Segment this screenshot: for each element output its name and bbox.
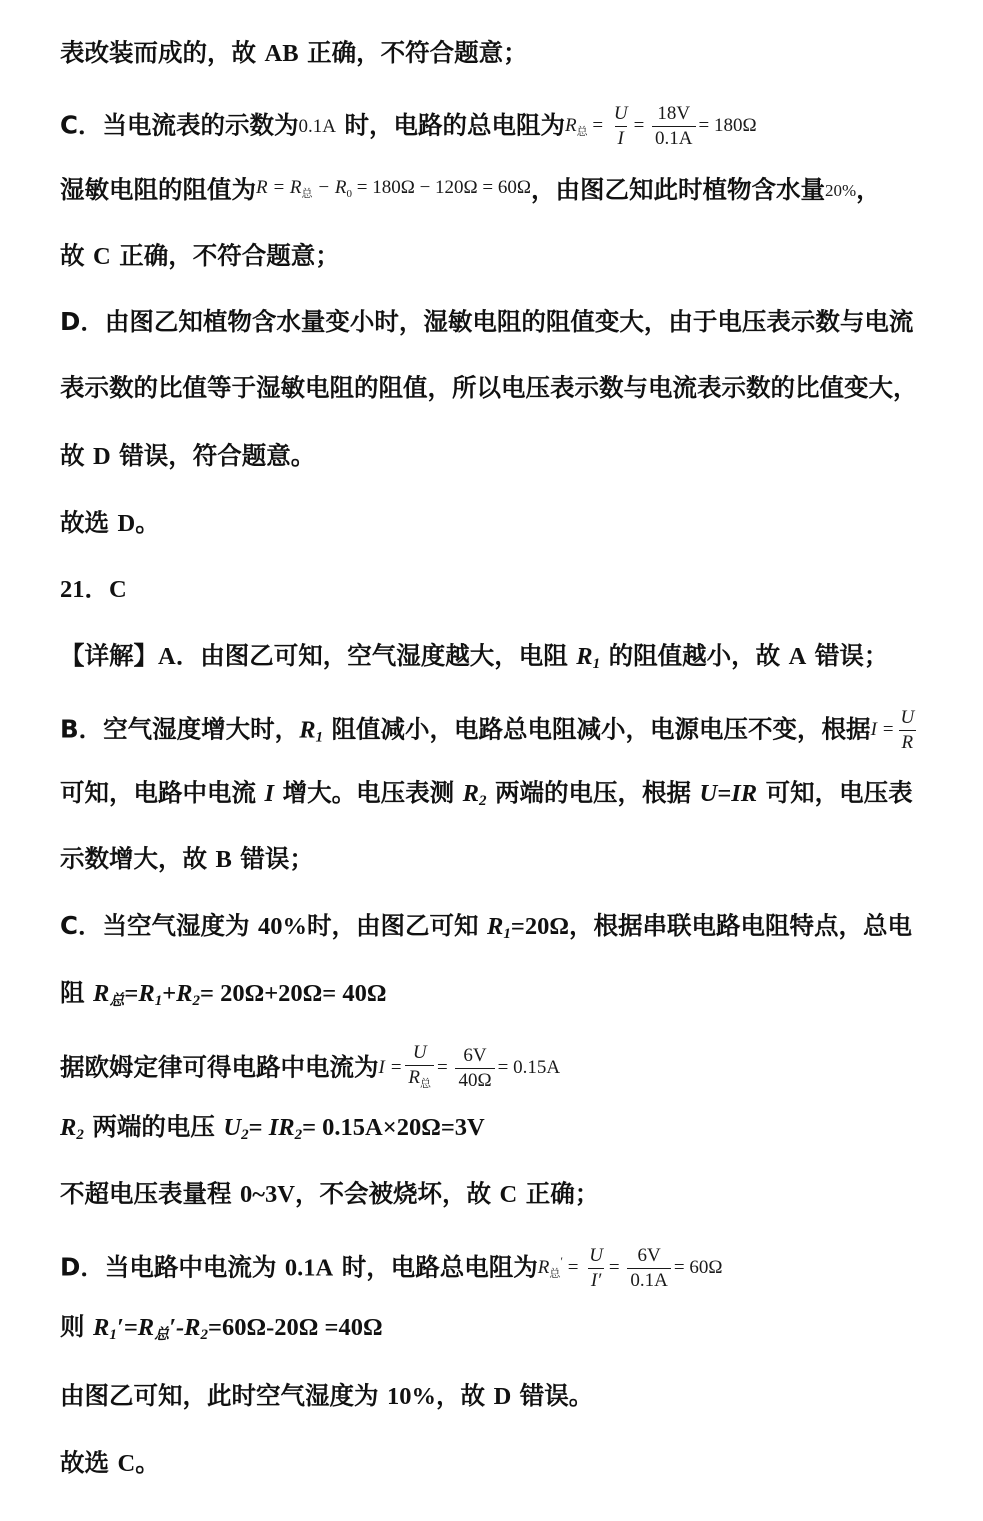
answer-label: C bbox=[109, 576, 127, 603]
resistance-formula: $R = R_总 - R_0 = 180\Omega - 120\Omega = 60\Omega$ bbox=[256, 177, 531, 200]
text-line: 可知，电路中电流 I 增大。电压表测 R2 两端的电压，根据 U=IR 可知，电压表 bbox=[60, 778, 913, 809]
option-label: AB bbox=[264, 40, 299, 67]
text-line: 据欧姆定律可得电路中电流为I = U $R_总$ = $\frac{6V}{40\Omega}$ = 0.15A bbox=[60, 1042, 560, 1095]
option-label: D bbox=[93, 443, 111, 470]
text-line bbox=[60, 172, 881, 210]
text-line: D．当电路中电流为 0.1A 时，电路总电阻为$R_总'$ = $\frac{U}{I'}$ = $\frac{6V}{0.1A}$ = 60Ω bbox=[60, 1245, 723, 1292]
option-label: C bbox=[93, 243, 111, 270]
text-line: 则 R1′=R总′-R2=60Ω-20Ω =40Ω bbox=[60, 1312, 383, 1343]
current-formula: I = U $R_总$ = $\frac{6V}{40\Omega}$ = 0.15A bbox=[379, 1042, 561, 1095]
answer-line: 故选 D。 bbox=[60, 508, 160, 537]
text: 正确，不符合题意； bbox=[298, 38, 528, 67]
question-number: 21．C bbox=[60, 576, 127, 603]
formula-value: 20% bbox=[825, 181, 857, 200]
total-resistance-formula: $R_总'$ = $\frac{U}{I'}$ = $\frac{6V}{0.1A}$ = 60Ω bbox=[537, 1245, 723, 1292]
formula-value: 0.1A bbox=[298, 115, 336, 137]
text-line: 由图乙可知，此时空气湿度为 10%，故 D 错误。 bbox=[60, 1381, 594, 1410]
text-line: 故 D 错误，符合题意。 bbox=[60, 441, 316, 470]
section-label: 【详解】 bbox=[60, 641, 158, 670]
text-line: 示数增大，故 B 错误； bbox=[60, 844, 314, 873]
text: 时，电路的总电阻为 bbox=[335, 110, 565, 140]
text-line bbox=[60, 103, 757, 150]
text: 表示数的比值等于湿敏电阻的阻值，所以电压表示数与电流表示数的比值变大， bbox=[60, 373, 918, 402]
answer-label: D bbox=[117, 510, 136, 537]
text: D．由图乙知植物含水量变小时，湿敏电阻的阻值变大，由于电压表示数与电流 bbox=[60, 307, 914, 336]
text-line bbox=[60, 372, 918, 404]
text-line: 故 C 正确，不符合题意； bbox=[60, 241, 340, 270]
ohms-law-formula: I = $\frac{U}{R}$ bbox=[870, 707, 915, 753]
text: 湿敏电阻的阻值为 bbox=[60, 175, 256, 204]
text-line: C．当空气湿度为 40%时，由图乙可知 R1=20Ω，根据串联电路电阻特点，总电 bbox=[60, 911, 912, 942]
text-line bbox=[60, 37, 528, 70]
text: 表改装而成的，故 bbox=[60, 38, 265, 67]
text-line: 不超电压表量程 0~3V，不会被烧坏，故 C 正确； bbox=[60, 1179, 600, 1208]
text-line: 阻 R总=R1+R2= 20Ω+20Ω= 40Ω bbox=[60, 978, 387, 1009]
text-line: R2 两端的电压 U2= IR2= 0.15A×20Ω=3V bbox=[60, 1112, 485, 1143]
text: ，由图乙知此时植物含水量 bbox=[531, 175, 825, 204]
text: ， bbox=[856, 175, 881, 204]
text-line: B．空气湿度增大时，R1 阻值减小，电路总电阻减小，电源电压不变，根据I = $\frac{U}{R}$ bbox=[60, 707, 920, 754]
text-line bbox=[60, 306, 913, 338]
answer-line: 故选 C。 bbox=[60, 1448, 160, 1477]
text-line: 【详解】A．由图乙可知，空气湿度越大，电阻 R1 的阻值越小，故 A 错误； bbox=[60, 641, 889, 672]
text: C．当电流表的示数为 bbox=[60, 110, 299, 140]
answer-label: C bbox=[117, 1450, 136, 1477]
total-resistance-formula: $R_总$ = $\frac{U}{I}$ = $\frac{18V}{0.1A}$ = 180Ω bbox=[565, 103, 757, 149]
